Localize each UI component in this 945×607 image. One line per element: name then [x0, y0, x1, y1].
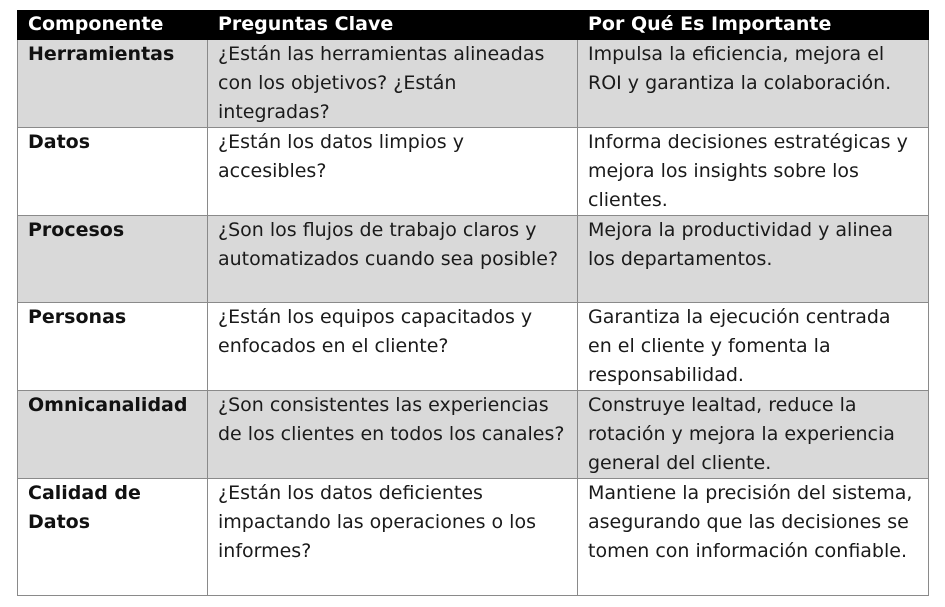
- component-cell: Calidad de Datos: [18, 479, 208, 596]
- importance-cell: Garantiza la ejecución centrada en el cliente y fomenta la responsabilidad.: [578, 303, 929, 391]
- table-row: [18, 128, 929, 216]
- questions-cell: ¿Están los equipos capacitados y enfocados en el cliente?: [208, 303, 578, 391]
- importance-cell: Informa decisiones estratégicas y mejora los insights sobre los clientes.: [578, 128, 929, 216]
- importance-cell: Construye lealtad, reduce la rotación y mejora la experiencia general del cliente.: [578, 391, 929, 479]
- component-cell: Procesos: [18, 216, 208, 303]
- component-cell: Datos: [18, 128, 208, 216]
- importance-cell: Impulsa la eficiencia, mejora el ROI y garantiza la colaboración.: [578, 40, 929, 128]
- table-row: [18, 216, 929, 303]
- table-row: [18, 479, 929, 596]
- questions-cell: ¿Son los flujos de trabajo claros y automatizados cuando sea posible?: [208, 216, 578, 303]
- header-componente: Componente: [18, 11, 208, 40]
- table-row: [18, 391, 929, 479]
- component-cell: Personas: [18, 303, 208, 391]
- questions-cell: ¿Están los datos deficientes impactando las operaciones o los informes?: [208, 479, 578, 596]
- table-row: [18, 303, 929, 391]
- questions-cell: ¿Están las herramientas alineadas con los objetivos? ¿Están integradas?: [208, 40, 578, 128]
- questions-cell: ¿Están los datos limpios y accesibles?: [208, 128, 578, 216]
- component-table: [17, 10, 929, 596]
- header-preguntas-clave: Preguntas Clave: [208, 11, 578, 40]
- table-row: [18, 40, 929, 128]
- component-cell: Omnicanalidad: [18, 391, 208, 479]
- header-row: [18, 11, 929, 40]
- importance-cell: Mantiene la precisión del sistema, asegurando que las decisiones se tomen con información confiable.: [578, 479, 929, 596]
- importance-cell: Mejora la productividad y alinea los departamentos.: [578, 216, 929, 303]
- component-cell: Herramientas: [18, 40, 208, 128]
- header-por-que-es-importante: Por Qué Es Importante: [578, 11, 929, 40]
- questions-cell: ¿Son consistentes las experiencias de los clientes en todos los canales?: [208, 391, 578, 479]
